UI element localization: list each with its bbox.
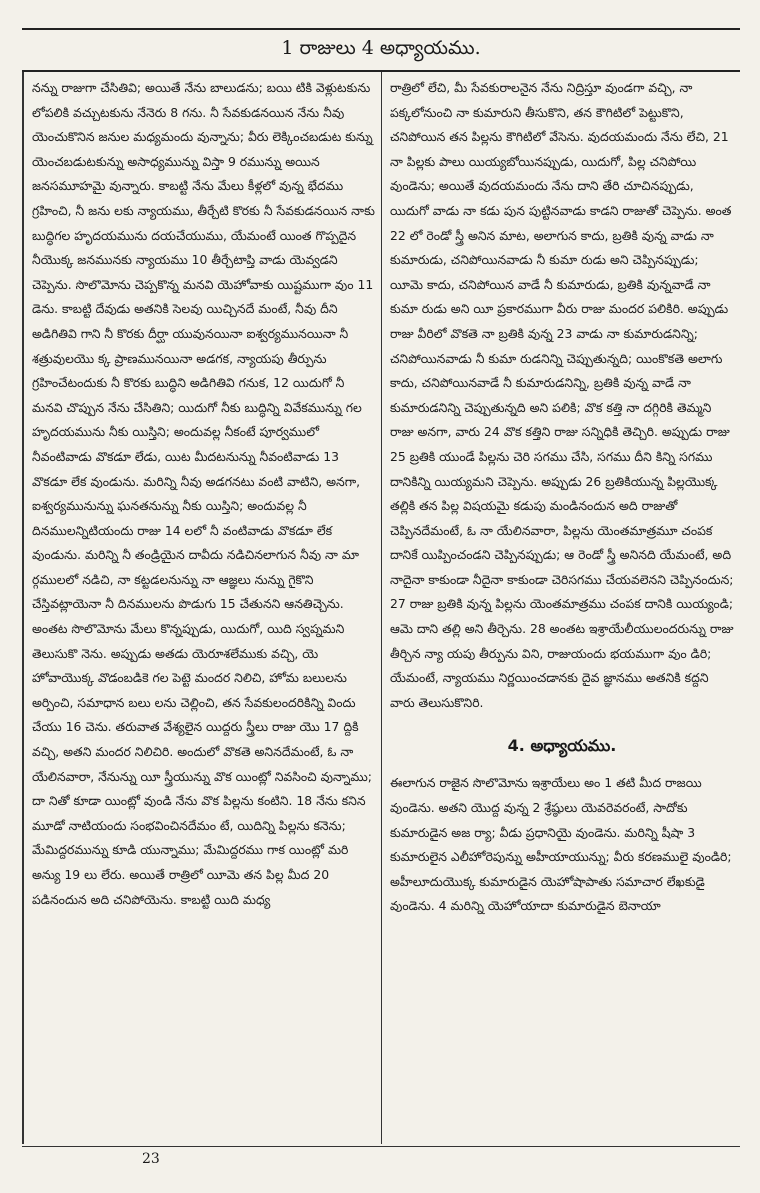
chapter-heading: 4. అధ్యాయము. <box>507 736 617 756</box>
page <box>22 28 740 1168</box>
chapter-paragraph: ఈలాగున రాజైన సొలొమోను ఇశ్రాయేలు అం 1 తటి మీద రాజయి వుండెను. అతని యొద్ద వున్న 2 శ్రేష్ఠులు యెవరెవరంటే, సాదోకు కుమారుడైన అజ ర్యా; వీడు ప్రధానియై వుండెను. మరిన్ని షీషా 3 కుమారులైన ఎలీహోరెపున్ను అహీయాయున్ను; వీరు కరణములై వుండిరి; అహీలూదుయొక్క కుమారుడైన యెహోషాపాతు సమాచార లేఖకుడై వుండెను. 4 మరిన్ని యెహోయాదా కుమారుడైన బెనాయా <box>390 775 732 914</box>
page-footer <box>22 1146 740 1167</box>
right-paragraph: రాత్రిలో లేచి, మీ సేవకురాలనైన నేను నిద్రిస్తూ వుండగా వచ్చి, నా పక్కలోనుంచి నా కుమారుని తీసుకొని, తన కౌగిటిలో పెట్టుకొని, చనిపోయిన తన పిల్లను కౌగిటిలో వేసెను. వుదయమందు నేను లేచి, 21 నా పిల్లకు పాలు యియ్యబోయినప్పుడు, యిదుగో, పిల్ల చనిపోయి వుండెను; అయితే వుదయమందు నేను దాని తేరి చూచినప్పుడు, యిదుగో వాడు నా కడు పున పుట్టినవాడు కాడని రాజుతో చెప్పెను. అంత 22 లో రెండో స్త్రీ అనిన మాట, అలాగున కాదు, బ్రతికి వున్న వాడు నా కుమారుడు, చనిపోయినవాడు నీ కుమా రుడు అని చెప్పినప్పుడు; యీమె కాదు, చనిపోయిన వాడే నీ కుమారుడు, బ్రతికి వున్నవాడే నా కుమా రుడు అని యీ ప్రకారముగా వీరు రాజు మందర పలికిరి. అప్పుడు రాజు వీరిలో వొకతె నా బ్రతికి వున్న 23 వాడు నా కుమారుడనిన్ని; చనిపోయినవాడు నీ కుమా రుడనిన్ని చెప్పుతున్నది; యింకొకతె అలాగు కాదు, చనిపోయినవాడే నీ కుమారుడనిన్ని, బ్రతికి వున్న వాడే నా కుమారుడనిన్ని చెప్పుతున్నది అని పలికి; వొక కత్తి నా దగ్గిరికి తెమ్మని రాజు అనగా, వారు 24 వొక కత్తిని రాజు సన్నిధికి తెచ్చిరి. అప్పుడు రాజు 25 బ్రతికి యుండే పిల్లను చెరి సగము చేసి, సగము దీని కిన్ని సగము దానికిన్ని యియ్యమని చెప్పెను. అప్పుడు 26 బ్రతికియున్న పిల్లయొక్క తల్లికి తన పిల్ల విషయమై కడుపు మండినందున అది రాజుతో చెప్పినదేమంటే, ఓ నా యేలినవారా, పిల్లను యెంతమాత్రమూ చంపక దానికే యిప్పించండని చెప్పినప్పుడు; ఆ రెండో స్త్రీ అనినది యేమంటే, అది నాదైనా కాకుండా నీదైనా కాకుండా చెరిసగము చేయవలెనని చెప్పినందున; 27 రాజు బ్రతికి వున్న పిల్లను యెంతమాత్రము చంపక దానికి యియ్యండి; ఆమె దాని తల్లి అని తీర్చెను. 28 అంతట ఇశ్రాయేలీయులందరున్ను రాజు తీర్చిన న్యా యపు తీర్పును విని, రాజుయందు భయముగా వుం డిరి; యేమంటే, న్యాయము నిర్ణయించడానకు దైవ జ్ఞానము అతనికి కద్దని వారు తెలుసుకొనిరి. <box>390 80 734 710</box>
page-number: 23 <box>142 1151 160 1167</box>
page-title: 1 రాజులు 4 అధ్యాయము. <box>281 36 481 59</box>
left-column <box>22 72 381 1144</box>
left-paragraph: నన్ను రాజుగా చేసితివి; అయితే నేను బాలుడను; బయి టికి వెళ్లుటకును లోపలికి వచ్చుటకును నేనెరు 8 గను. నీ సేవకుడనయిన నేను నీవు యెంచుకొనిన జనుల మధ్యమందు వున్నాను; వీరు లెక్కించబడుట కున్ను యెంచబడుటకున్ను అసాధ్యమున్ను విస్తా 9 రమున్ను అయిన జనసమూహమై వున్నారు. కాబట్టి నేను మేలు కీళ్లలో వున్న భేదము గ్రహించి, నీ జను లకు న్యాయము, తీర్చేటి కొరకు నీ సేవకుడనయిన నాకు బుద్ధిగల హృదయమును దయచేయుము, యేమంటే యింత గొప్పదైన నీయొక్క జనమునకు న్యాయము 10 తీర్చేటాప్తి వాడు యెవ్వడని చెప్పెను. సొలొమోను చెప్పకొన్న మనవి యెహోవాకు యిష్టముగా వుం 11 డెను. కాబట్టి దేవుడు అతనికి సెలవు యిచ్చినదే మంటే, నీవు దీని అడిగితివి గాని నీ కొరకు దీర్ఘా యువునయినా ఐశ్వర్యమునయినా నీ శత్రువులయొ క్క ప్రాణమునయినా అడగక, న్యాయపు తీర్పును గ్రహించేటందుకు నీ కొరకు బుద్ధిని అడిగితివి గనుక, 12 యిదుగో నీ మనవి చొప్పున నేను చేసితిని; యిదుగో నీకు బుద్ధిన్ని వివేకమున్ను గల హృదయమును నీకు యిస్తిని; అందువల్ల నీకంటే పూర్వములో నీవంటివాడు వొకడూ లేడు, యిట మీదటనున్ను నీవంటివాడు 13 వొకడూ లేక వుండును. మరిన్ని నీవు అడగనటు వంటి వాటిని, అనగా, ఐశ్వర్యమునున్ను ఘనతనున్ను నీకు యిస్తిని; అందువల్ల నీ దినములన్నిటియందు రాజు 14 లలో నీ వంటివాడు వొకడూ లేక వుండును. మరిన్ని నీ తండ్రియైన దావీదు నడిచినలాగున నీవు నా మా ర్గములలో నడిచి, నా కట్టడలనున్ను నా ఆజ్ఞలు నున్ను గైకొని చేస్తివట్లాయెనా నీ దినములను పొడుగు 15 చేతునని ఆనతిచ్చెను. అంతట సొలొమోను మేలు కొన్నప్పుడు, యిదుగో, యిది స్వప్నమని తెలుసుకొ నెను. అప్పుడు అతడు యెరూశలేముకు వచ్చి, యె హోవాయొక్క వొడంబడికె గల పెట్టె మందర నిలిచి, హోమ బలులను అర్పించి, సమాధాన బలు లను చెల్లించి, తన సేవకులందరికిన్ని విందు చేయు 16 చెను. తరువాత వేశ్యలైన యిద్దరు స్త్రీలు రాజు యొ 17 ద్దికి వచ్చి, అతని మందర నిలిచిరి. అందులో వొకతె అనినదేమంటే, ఓ నా యేలినవారా, నేనున్ను యీ స్త్రీయున్ను వొక యింట్లో నివసించి వున్నాము; దా నితో కూడా యింట్లో వుండి నేను వొక పిల్లను కంటిని. 18 నేను కనిన మూడో నాటియందు సంభవించినదేమం టే, యిదిన్ని పిల్లను కనెను; మేమిద్దరమున్ను కూడి యున్నాము; మేమిద్దరము గాక యింట్లో మరి అన్యు 19 లు లేరు. అయితే రాత్రిలో యీమె తన పిల్ల మీద 20 పడినందున అది చనిపోయెను. కాబట్టి యిది మధ్య <box>32 80 375 907</box>
page-header <box>22 28 740 72</box>
right-column <box>381 72 740 1144</box>
text-columns <box>22 72 740 1144</box>
